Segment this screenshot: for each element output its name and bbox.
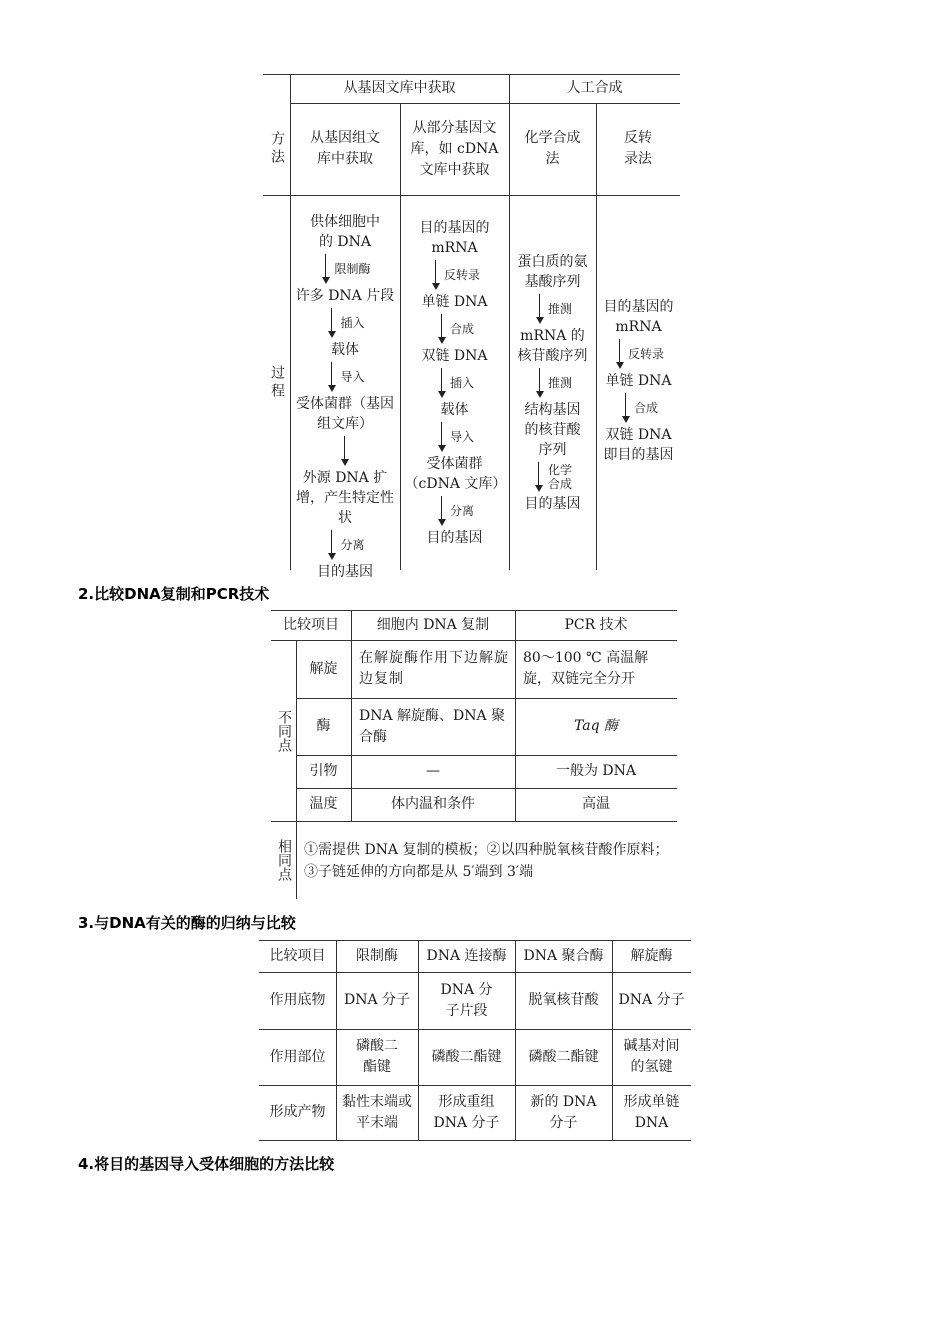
cell-replication-unwinding: 在解旋酶作用下边解旋边复制 xyxy=(359,650,509,687)
method-reverse-transcription: 反转录法 xyxy=(624,130,652,167)
row-name-substrate: 作用底物 xyxy=(269,992,326,1008)
cell-site: 磷酸二酯键 xyxy=(431,1048,502,1065)
flow-genomic xyxy=(292,212,398,582)
header-artificial-synthesis: 人工合成 xyxy=(566,80,623,96)
cell-replication-enzyme: DNA 解旋酶、DNA 聚合酶 xyxy=(359,707,506,745)
row-name-site: 作用部位 xyxy=(269,1048,326,1065)
flow-step: 单链 DNA xyxy=(605,373,672,389)
arrow-down-icon xyxy=(533,294,547,324)
flow-step: 双链 DNA xyxy=(421,348,488,364)
cell-product: 黏性末端或平末端 xyxy=(342,1093,412,1131)
header-from-library: 从基因文库中获取 xyxy=(343,80,456,96)
header-compare-item: 比较项目 xyxy=(269,947,326,964)
flow-step: 结构基因的核苷酸序列 xyxy=(524,402,581,458)
arrow-label: 反转录 xyxy=(627,347,664,361)
arrow-label: 导入 xyxy=(449,430,474,444)
flow-step: 许多 DNA 片段 xyxy=(295,288,395,304)
row-name-unwinding: 解旋 xyxy=(309,660,338,677)
arrow-label: 反转录 xyxy=(443,268,480,282)
table-rule xyxy=(259,1140,691,1141)
row-name-enzyme: 酶 xyxy=(316,718,331,734)
method-cdna-library: 从部分基因文库，如 cDNA 文库中获取 xyxy=(410,119,499,178)
flow-step: 目的基因 xyxy=(317,564,373,580)
flow-step: 载体 xyxy=(440,402,469,418)
row-label-process: 过程 xyxy=(269,364,285,401)
arrow-label: 推测 xyxy=(547,302,572,316)
flow-step: 目的基因 xyxy=(426,530,483,546)
cell-pcr-enzyme: Taq 酶 xyxy=(573,718,618,734)
flow-step: 受体菌群（基因组文库） xyxy=(296,396,394,432)
flow-step: 受体菌群（cDNA 文库） xyxy=(404,456,507,492)
row-label-different: 不同点 xyxy=(276,709,292,752)
section-heading-4: 4.将目的基因导入受体细胞的方法比较 xyxy=(78,1155,335,1173)
cell-substrate: DNA 分子 xyxy=(343,992,411,1008)
arrow-down-icon xyxy=(325,530,339,560)
flow-arrow xyxy=(325,530,364,560)
cell-replication-temperature: 体内温和条件 xyxy=(391,796,475,812)
row-label-method: 方法 xyxy=(269,131,285,167)
row-name-primer: 引物 xyxy=(309,763,338,779)
flow-step: 蛋白质的氨基酸序列 xyxy=(517,254,588,290)
method-genomic-library: 从基因组文库中获取 xyxy=(310,130,380,167)
header-helicase: 解旋酶 xyxy=(630,947,673,964)
section-heading-3: 3.与DNA有关的酶的归纳与比较 xyxy=(78,914,296,932)
cell-product: 形成单链 DNA xyxy=(623,1093,680,1131)
arrow-down-icon xyxy=(429,260,443,290)
row-name-temperature: 温度 xyxy=(309,796,338,812)
cell-substrate: DNA 分子片段 xyxy=(440,981,493,1019)
flow-step: 单链 DNA xyxy=(421,294,488,310)
table-rule xyxy=(271,821,677,822)
arrow-down-icon xyxy=(435,368,449,398)
flow-step: 目的基因的 mRNA xyxy=(603,299,674,335)
header-dna-ligase: DNA 连接酶 xyxy=(426,947,507,964)
arrow-down-icon xyxy=(319,254,333,284)
flow-arrow xyxy=(325,308,364,338)
flow-arrow xyxy=(319,254,370,284)
flow-step: 外源 DNA 扩增，产生特定性状 xyxy=(296,470,394,526)
flow-arrow xyxy=(532,462,573,492)
cell-product: 形成重组 DNA 分子 xyxy=(433,1093,500,1131)
arrow-label: 合成 xyxy=(449,322,474,336)
arrow-down-icon xyxy=(435,422,449,452)
arrow-label: 导入 xyxy=(340,370,365,384)
row-label-same: 相同点 xyxy=(276,839,292,881)
flow-arrow xyxy=(435,496,474,526)
flow-arrow xyxy=(613,339,664,369)
row-name-product: 形成产物 xyxy=(269,1104,326,1120)
flow-arrow xyxy=(429,260,480,290)
flow-arrow xyxy=(533,294,572,324)
arrow-down-icon xyxy=(619,393,633,423)
arrow-down-icon xyxy=(338,436,352,466)
cell-pcr-unwinding: 80～100 ℃ 高温解旋，双链完全分开 xyxy=(523,650,649,687)
flow-step: 双链 DNA 即目的基因 xyxy=(603,427,674,463)
section-heading-2: 2.比较DNA复制和PCR技术 xyxy=(78,585,270,603)
arrow-label: 插入 xyxy=(340,316,365,330)
arrow-down-icon xyxy=(325,362,339,392)
cell-site: 磷酸二酯键 xyxy=(356,1038,398,1075)
cell-similarities: ①需提供 DNA 复制的模板；②以四种脱氧核苷酸作原料；③子链延伸的方向都是从 5′端到 3′端 xyxy=(304,842,669,880)
arrow-label: 分离 xyxy=(340,538,365,552)
flow-step: 目的基因 xyxy=(524,496,581,512)
flow-arrow xyxy=(435,314,474,344)
flow-arrow xyxy=(435,422,474,452)
arrow-down-icon xyxy=(532,462,546,492)
flow-reverse-transcription xyxy=(597,297,680,465)
arrow-label: 限制酶 xyxy=(334,262,371,276)
arrow-label: 分离 xyxy=(449,504,474,518)
cell-product: 新的 DNA 分子 xyxy=(530,1093,597,1131)
cell-site: 碱基对间的氢键 xyxy=(623,1038,680,1075)
arrow-down-icon xyxy=(435,314,449,344)
arrow-label: 合成 xyxy=(633,401,658,415)
flow-step: 目的基因的 mRNA xyxy=(419,220,490,256)
header-compare-item: 比较项目 xyxy=(283,616,339,633)
flow-chemical xyxy=(511,252,594,514)
table-rule xyxy=(263,195,680,196)
flow-arrow xyxy=(338,436,353,466)
flow-cdna xyxy=(402,218,507,548)
flow-step: 载体 xyxy=(331,342,359,358)
arrow-label: 推测 xyxy=(547,376,572,390)
arrow-down-icon xyxy=(613,339,627,369)
arrow-label: 插入 xyxy=(449,376,474,390)
arrow-label: 化学合成 xyxy=(547,463,572,491)
header-dna-polymerase: DNA 聚合酶 xyxy=(523,947,604,964)
cell-pcr-primer: 一般为 DNA xyxy=(555,763,637,779)
arrow-down-icon xyxy=(533,368,547,398)
cell-substrate: 脱氧核苷酸 xyxy=(528,992,599,1008)
flow-arrow xyxy=(533,368,572,398)
header-pcr: PCR 技术 xyxy=(564,616,628,633)
flow-arrow xyxy=(619,393,658,423)
header-restriction-enzyme: 限制酶 xyxy=(356,947,398,964)
flow-step: mRNA 的核苷酸序列 xyxy=(517,328,588,364)
cell-replication-primer: — xyxy=(426,763,440,779)
header-cell-replication: 细胞内 DNA 复制 xyxy=(376,616,490,633)
arrow-down-icon xyxy=(325,308,339,338)
flow-arrow xyxy=(435,368,474,398)
cell-substrate: DNA 分子 xyxy=(618,992,685,1008)
cell-site: 磷酸二酯键 xyxy=(528,1048,599,1065)
method-chemical-synthesis: 化学合成法 xyxy=(524,130,581,167)
flow-arrow xyxy=(325,362,364,392)
cell-pcr-temperature: 高温 xyxy=(582,796,610,812)
arrow-down-icon xyxy=(435,496,449,526)
flow-step: 供体细胞中的 DNA xyxy=(310,214,380,250)
